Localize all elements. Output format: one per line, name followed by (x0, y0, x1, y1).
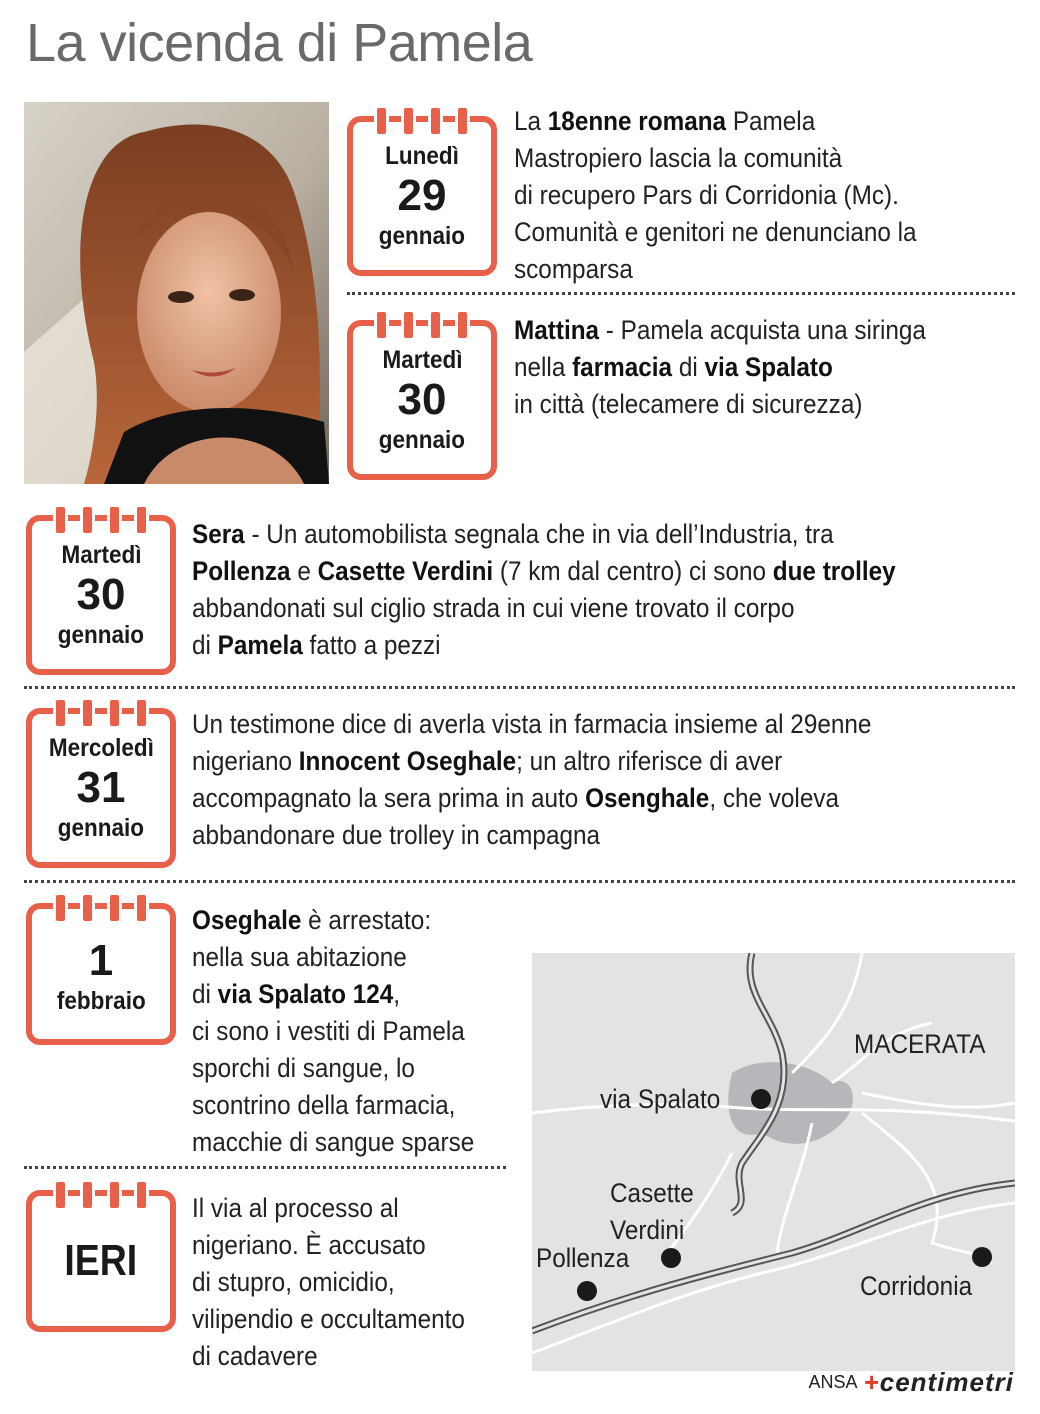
divider (24, 1166, 506, 1169)
divider (24, 880, 1015, 883)
calendar-number: 29 (397, 170, 447, 220)
map-label-pollenza: Pollenza (536, 1243, 630, 1273)
calendar-rings-icon (353, 105, 491, 133)
calendar-date-30-gennaio-mattina (347, 320, 497, 480)
map-label-corridonia: Corridonia (860, 1271, 973, 1301)
calendar-month: gennaio (378, 222, 466, 251)
divider (347, 292, 1015, 295)
calendar-day: Mercoledì (48, 733, 154, 762)
event-text-6: Il via al processo al nigeriano. È accusato di stupro, omicidio, vilipendio e occultamento di cadavere (192, 1193, 465, 1371)
event-text-1: La 18enne romana Pamela Mastropiero lascia la comunità di recupero Pars di Corridonia (Mc). Comunità e genitori ne denunciano la scomparsa (514, 106, 917, 284)
page-title: La vicenda di Pamela (26, 13, 533, 73)
calendar-date-1-febbraio (26, 903, 176, 1045)
calendar-rings-icon (32, 1179, 170, 1207)
map-label-casette-verdini: Casette Verdini (610, 1178, 694, 1245)
calendar-month: gennaio (57, 814, 145, 843)
credit-brand-logo: +centimetri (863, 1367, 1014, 1397)
calendar-rings-icon (32, 892, 170, 920)
calendar-number: 1 (88, 935, 114, 985)
calendar-date-30-gennaio-sera (26, 515, 176, 675)
calendar-number: 30 (76, 569, 126, 619)
portrait-image (24, 102, 329, 484)
event-text-5: Oseghale è arrestato: nella sua abitazione di via Spalato 124, ci sono i vestiti di Pamela sporchi di sangue, lo scontrino della farmacia, macchie di sangue sparse (192, 905, 475, 1157)
map-label-via-spalato: via Spalato (600, 1084, 721, 1114)
calendar-month: gennaio (57, 621, 145, 650)
calendar-label: IERI (64, 1235, 138, 1285)
map-label-macerata: MACERATA (854, 1029, 986, 1059)
calendar-month: febbraio (56, 986, 146, 1015)
credit-ansa: ANSA (808, 1372, 858, 1392)
divider (24, 686, 1015, 689)
calendar-date-31-gennaio (26, 708, 176, 868)
calendar-rings-icon (353, 309, 491, 337)
map-roads (532, 953, 1015, 1371)
area-map (532, 953, 1015, 1371)
map-point-casette-verdini (661, 1248, 681, 1268)
event-text-2: Mattina - Pamela acquista una siringa nella farmacia di via Spalato in città (telecamere di sicurezza) (514, 315, 926, 419)
event-text-4: Un testimone dice di averla vista in farmacia insieme al 29enne nigeriano Innocent Oseghale; un altro riferisce di aver accompagnato la sera prima in auto Osenghale, che voleva abbandonare due trolley in campagna (192, 709, 872, 850)
portrait-photo (24, 102, 329, 484)
calendar-day: Martedì (381, 345, 463, 374)
calendar-rings-icon (32, 697, 170, 725)
calendar-rings-icon (32, 504, 170, 532)
calendar-ieri (26, 1190, 176, 1332)
map-point-pollenza (577, 1281, 597, 1301)
calendar-number: 31 (76, 762, 126, 812)
calendar-month: gennaio (378, 426, 466, 455)
calendar-date-29-gennaio (347, 116, 497, 276)
calendar-day: Lunedì (385, 141, 459, 170)
calendar-day: Martedì (60, 540, 142, 569)
map-point-corridonia (972, 1247, 992, 1267)
event-text-3: Sera - Un automobilista segnala che in via dell’Industria, tra Pollenza e Casette Verdini (7 km dal centro) ci sono due trolley abbandonati sul ciglio strada in cui viene trovato il corpo di Pamela fatto a pezzi (192, 519, 896, 660)
source-credit (809, 1367, 1014, 1398)
map-point-via-spalato (751, 1089, 771, 1109)
calendar-number: 30 (397, 374, 447, 424)
